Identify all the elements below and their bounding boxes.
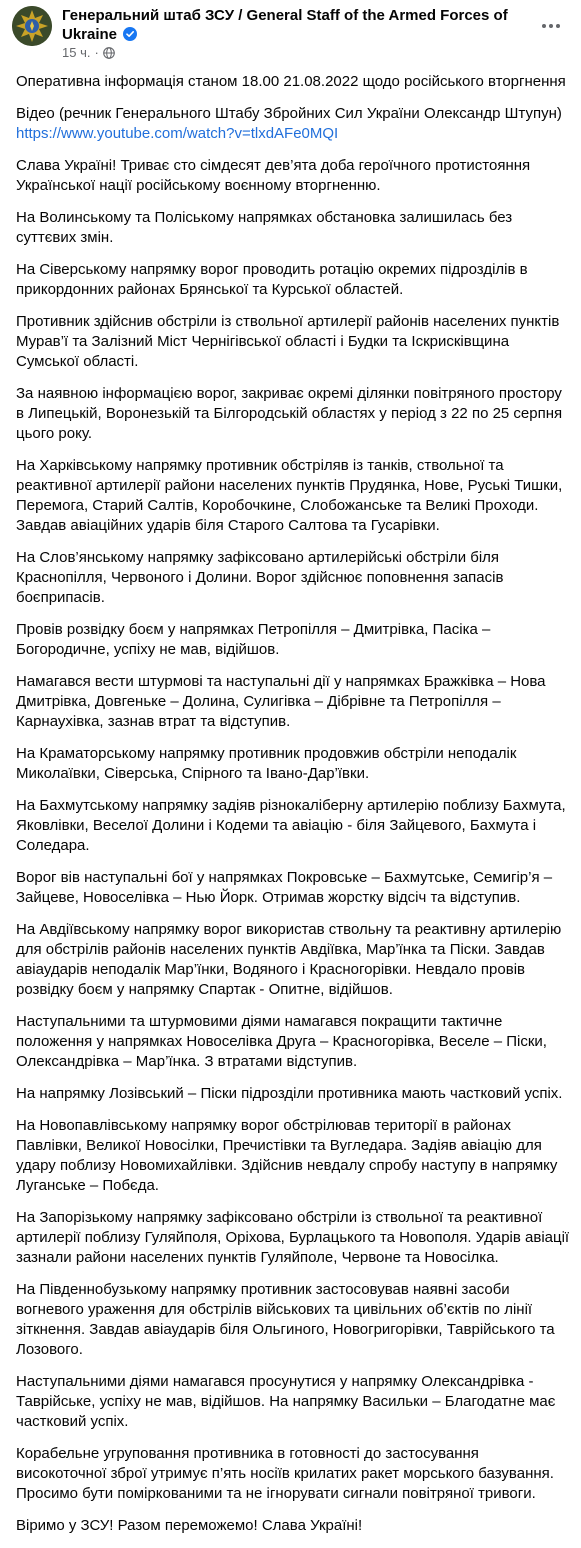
post-header (0, 0, 581, 66)
post-paragraph: На напрямку Лозівський – Піски підрозділи противника мають частковий успіх. (16, 1085, 563, 1102)
post-paragraph: Слава Україні! Триває сто сімдесят дев’ята доба героїчного протистояння Української нації російському воєнному вторгненню. (16, 157, 531, 194)
post-paragraph: Корабельне угруповання противника в готовності до застосування високоточної зброї утримує п’ять носіїв крилатих ракет морського базування. Просимо бути поміркованими та не ігнорувати сигнали повітряної тривоги. (16, 1445, 554, 1502)
more-dots-icon (541, 23, 561, 29)
post-paragraph: Противник здійснив обстріли із ствольної артилерії районів населених пунктів Мурав’ї та Залізний Міст Чернігівської області і Будки та Іскрисківщина Сумської області. (16, 313, 560, 370)
globe-icon[interactable] (103, 47, 115, 59)
post-timestamp[interactable]: 15 ч. (62, 45, 91, 60)
post-paragraph: На Волинському та Поліському напрямках обстановка залишилась без суттєвих змін. (16, 209, 513, 246)
post-meta (62, 45, 115, 61)
post-heading: Оперативна інформація станом 18.00 21.08.2022 щодо російського вторгнення (16, 73, 566, 90)
post-paragraph: На Новопавлівському напрямку ворог обстрілював території в районах Павлівки, Великої Новосілки, Пречистівки та Вугледара. Задіяв авіацію для удару поблизу Новомихайлівки. Здійснив невдалу спробу наступу в напрямку Луганське – Побєда. (16, 1117, 558, 1194)
page-name-text[interactable]: Генеральний штаб ЗСУ / General Staff of the Armed Forces of Ukraine (62, 7, 508, 43)
post-paragraph: Ворог вів наступальні бої у напрямках Покровське – Бахмутське, Семигір’я – Зайцеве, Новоселівка – Нью Йорк. Отримав жорстку відсіч та відступив. (16, 869, 553, 906)
video-caption: Відео (речник Генерального Штабу Збройних Сил України Олександр Штупун) (16, 105, 562, 122)
video-link[interactable]: https://www.youtube.com/watch?v=tlxdAFe0MQI (16, 125, 339, 142)
post-paragraph: На Авдіївському напрямку ворог використав ствольну та реактивну артилерію для обстрілів районів населених пунктів Авдіївка, Мар’їнка та Піски. Завдав авіаударів неподалік Мар’їнки, Водяного і Красногорівки. Невдало провів розвідку боєм у напрямку Спартак - Опитне, відійшов. (16, 921, 562, 998)
post-paragraph: На Південнобузькому напрямку противник застосовував наявні засоби вогневого ураження для обстрілів військових та цивільних об’єктів по лінії зіткнення. Завдав авіаударів біля Ольгиного, Новогригорівки, Таврійського та Лозового. (16, 1281, 555, 1358)
post-paragraph: На Сіверському напрямку ворог проводить ротацію окремих підрозділів в прикордонних районах Брянської та Курської областей. (16, 261, 528, 298)
post-paragraph: На Слов’янському напрямку зафіксовано артилерійські обстріли біля Краснопілля, Червоного і Долини. Ворог здійснює поповнення запасів боєприпасів. (16, 549, 504, 606)
post-paragraph: За наявною інформацією ворог, закриває окремі ділянки повітряного простору в Липецькій, Воронезькій та Білгородській областях у період з 22 по 25 серпня цього року. (16, 385, 563, 442)
post-body (16, 72, 572, 1548)
page-name[interactable] (62, 6, 517, 44)
post-paragraph: Віримо у ЗСУ! Разом переможемо! Слава Україні! (16, 1517, 363, 1534)
verified-badge-icon (123, 27, 137, 41)
post-paragraph: Провів розвідку боєм у напрямках Петропілля – Дмитрівка, Пасіка – Богородичне, успіху не мав, відійшов. (16, 621, 491, 658)
page-avatar[interactable] (12, 6, 52, 46)
post-paragraph: На Запорізькому напрямку зафіксовано обстріли із ствольної та реактивної артилерії поблизу Гуляйполя, Оріхова, Бурлацького та Новополя. Ударів авіації зазнали райони населених пунктів Гуляйполе, Червоне та Новосілка. (16, 1209, 570, 1266)
post-paragraph: Наступальними діями намагався просунутися у напрямку Олександрівка - Таврійське, успіху не мав, відійшов. На напрямку Васильки – Благодатне має частковий успіх. (16, 1373, 556, 1430)
general-staff-emblem-icon (12, 6, 52, 46)
meta-separator: · (94, 45, 99, 60)
post-paragraph: Наступальними та штурмовими діями намагався покращити тактичне положення у напрямках Новоселівка Друга – Красногорівка, Веселе – Піски, Олександрівка – Мар’їнка. З втратами відступив. (16, 1013, 547, 1070)
post-paragraph: На Краматорському напрямку противник продовжив обстріли неподалік Миколаївки, Сіверська, Спірного та Івано-Дар’ївки. (16, 745, 517, 782)
post-paragraph: Намагався вести штурмові та наступальні дії у напрямках Бражківка – Нова Дмитрівка, Довгеньке – Долина, Сулигівка – Дібрівне та Петропілля – Карнаухівка, зазнав втрат та відступив. (16, 673, 546, 730)
more-options-button[interactable] (533, 8, 569, 44)
post-paragraph: На Харківському напрямку противник обстріляв із танків, ствольної та реактивної артилерії райони населених пунктів Прудянка, Нове, Руські Тишки, Перемога, Старий Салтів, Коробочкине, Слобожанське та Великі Проходи. Завдав авіаційних ударів біля Старого Салтова та Гусарівки. (16, 457, 563, 534)
video-block (16, 104, 572, 144)
post-paragraph: На Бахмутському напрямку задіяв різнокаліберну артилерію поблизу Бахмута, Яковлівки, Веселої Долини і Кодеми та авіацію - біля Зайцевого, Бахмута і Соледара. (16, 797, 566, 854)
